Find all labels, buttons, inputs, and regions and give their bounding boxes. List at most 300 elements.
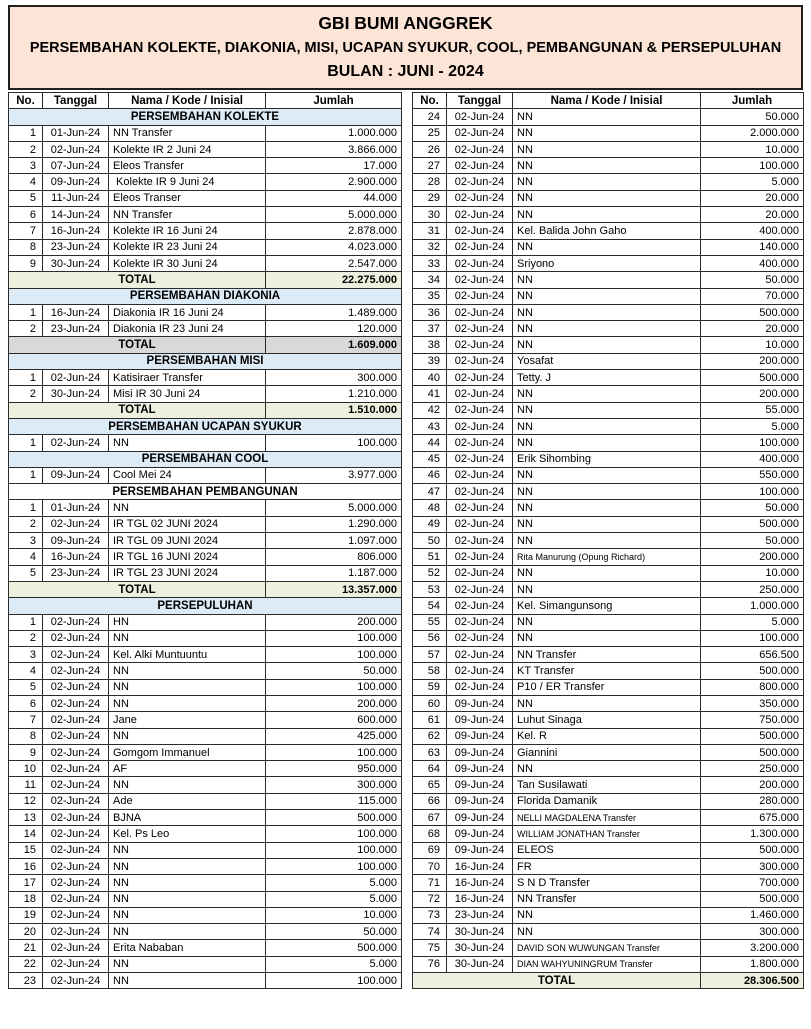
table-row [413,109,804,125]
cell-no: 58 [413,663,447,679]
cell-date: 02-Jun-24 [43,875,109,891]
cell-amount: 300.000 [266,777,402,793]
cell-amount: 1.460.000 [701,907,804,923]
cell-no: 66 [413,793,447,809]
cell-date: 02-Jun-24 [447,614,513,630]
cell-no: 13 [9,810,43,826]
cell-no: 1 [9,125,43,141]
table-row [413,777,804,793]
cell-name: NN [513,239,701,255]
total-amount: 13.357.000 [266,581,402,597]
cell-date: 02-Jun-24 [43,516,109,532]
report-period: BULAN : JUNI - 2024 [327,63,484,80]
table-row [413,190,804,206]
cell-amount: 10.000 [701,337,804,353]
table-row [9,777,402,793]
cell-no: 56 [413,630,447,646]
cell-name: NN [109,875,266,891]
cell-no: 15 [9,842,43,858]
cell-no: 55 [413,614,447,630]
table-row [9,891,402,907]
cell-name: NN Transfer [109,207,266,223]
table-row [9,370,402,386]
cell-amount: 4.023.000 [266,239,402,255]
cell-amount: 1.097.000 [266,533,402,549]
cell-no: 67 [413,810,447,826]
section-title: PERSEMBAHAN KOLEKTE [9,109,402,125]
cell-date: 02-Jun-24 [43,695,109,711]
table-row [413,353,804,369]
cell-amount: 100.000 [266,647,402,663]
cell-no: 6 [9,695,43,711]
cell-name: NN [513,158,701,174]
table-row [9,810,402,826]
cell-amount: 3.866.000 [266,141,402,157]
table-row [9,174,402,190]
cell-name: BJNA [109,810,266,826]
cell-no: 43 [413,418,447,434]
section-header-row [9,288,402,304]
table-row [413,695,804,711]
cell-date: 11-Jun-24 [43,190,109,206]
table-row [9,141,402,157]
cell-amount: 44.000 [266,190,402,206]
cell-name: NN [513,207,701,223]
table-row [9,321,402,337]
cell-name: KT Transfer [513,663,701,679]
cell-no: 72 [413,891,447,907]
table-row [9,386,402,402]
table-row [9,500,402,516]
cell-name: NN [513,907,701,923]
table-row [413,598,804,614]
cell-amount: 500.000 [701,891,804,907]
section-header-row [9,598,402,614]
cell-amount: 5.000 [701,614,804,630]
table-row [413,386,804,402]
total-label: TOTAL [9,337,266,353]
cell-date: 09-Jun-24 [43,174,109,190]
cell-amount: 800.000 [701,679,804,695]
cell-no: 6 [9,207,43,223]
cell-name: NN [109,891,266,907]
cell-no: 5 [9,679,43,695]
cell-amount: 100.000 [701,158,804,174]
section-header-row [9,109,402,125]
cell-amount: 100.000 [701,630,804,646]
cell-name: NN [513,516,701,532]
cell-name: Giannini [513,744,701,760]
cell-name: AF [109,761,266,777]
cell-name: NN [109,777,266,793]
cell-no: 70 [413,858,447,874]
cell-no: 21 [9,940,43,956]
cell-name: NN [513,288,701,304]
table-row [413,647,804,663]
cell-date: 02-Jun-24 [447,207,513,223]
cell-name: DAVID SON WUWUNGAN Transfer [513,940,701,956]
cell-no: 8 [9,728,43,744]
table-row [413,565,804,581]
offerings-table-left [8,92,402,989]
column-header: Nama / Kode / Inisial [513,93,701,109]
cell-amount: 2.547.000 [266,255,402,271]
cell-date: 02-Jun-24 [447,174,513,190]
cell-no: 28 [413,174,447,190]
section-header-row [9,484,402,500]
table-row [9,728,402,744]
column-header: Tanggal [447,93,513,109]
cell-amount: 550.000 [701,467,804,483]
cell-date: 09-Jun-24 [43,467,109,483]
table-row [413,500,804,516]
cell-name: NN [513,761,701,777]
cell-no: 4 [9,663,43,679]
table-row [9,940,402,956]
cell-no: 23 [9,973,43,989]
cell-name: IR TGL 16 JUNI 2024 [109,549,266,565]
cell-no: 45 [413,451,447,467]
offering-report [8,5,803,989]
table-row [413,174,804,190]
cell-no: 34 [413,272,447,288]
section-title: PERSEMBAHAN MISI [9,353,402,369]
cell-name: NN [109,679,266,695]
cell-no: 2 [9,321,43,337]
cell-no: 5 [9,565,43,581]
cell-date: 02-Jun-24 [447,386,513,402]
cell-name: NN [513,484,701,500]
cell-amount: 50.000 [701,272,804,288]
cell-date: 30-Jun-24 [447,940,513,956]
cell-name: NN [513,418,701,434]
table-row [413,891,804,907]
cell-no: 10 [9,761,43,777]
table-row [413,223,804,239]
column-header-row [413,93,804,109]
cell-amount: 100.000 [266,679,402,695]
cell-name: Erik Sihombing [513,451,701,467]
cell-amount: 200.000 [266,614,402,630]
cell-date: 02-Jun-24 [447,516,513,532]
cell-name: Luhut Sinaga [513,712,701,728]
cell-amount: 280.000 [701,793,804,809]
cell-amount: 500.000 [701,516,804,532]
cell-name: Eleos Transfer [109,158,266,174]
cell-amount: 100.000 [266,744,402,760]
cell-name: Kel. Alki Muntuuntu [109,647,266,663]
cell-no: 73 [413,907,447,923]
cell-date: 02-Jun-24 [447,647,513,663]
cell-date: 02-Jun-24 [43,679,109,695]
cell-name: Rita Manurung (Opung Richard) [513,549,701,565]
cell-date: 01-Jun-24 [43,125,109,141]
cell-no: 38 [413,337,447,353]
column-header: No. [9,93,43,109]
cell-name: NN [109,956,266,972]
cell-amount: 500.000 [701,728,804,744]
cell-no: 62 [413,728,447,744]
cell-name: WILLIAM JONATHAN Transfer [513,826,701,842]
table-row [9,826,402,842]
table-row [413,451,804,467]
cell-name: NN [513,337,701,353]
cell-amount: 17.000 [266,158,402,174]
cell-date: 23-Jun-24 [43,321,109,337]
cell-amount: 5.000 [266,875,402,891]
cell-no: 40 [413,370,447,386]
cell-amount: 425.000 [266,728,402,744]
cell-name: Kel. Balida John Gaho [513,223,701,239]
total-amount: 22.275.000 [266,272,402,288]
cell-no: 52 [413,565,447,581]
cell-name: NN [109,924,266,940]
total-label: TOTAL [9,402,266,418]
cell-amount: 50.000 [701,109,804,125]
cell-name: DIAN WAHYUNINGRUM Transfer [513,956,701,972]
cell-date: 09-Jun-24 [447,793,513,809]
table-row [413,826,804,842]
cell-name: NN [513,533,701,549]
cell-no: 59 [413,679,447,695]
cell-no: 46 [413,467,447,483]
cell-date: 02-Jun-24 [43,858,109,874]
cell-no: 31 [413,223,447,239]
cell-no: 54 [413,598,447,614]
cell-date: 09-Jun-24 [447,712,513,728]
cell-date: 16-Jun-24 [447,858,513,874]
cell-date: 02-Jun-24 [43,728,109,744]
table-row [413,288,804,304]
cell-amount: 700.000 [701,875,804,891]
table-row [9,304,402,320]
cell-amount: 20.000 [701,321,804,337]
cell-no: 69 [413,842,447,858]
cell-date: 02-Jun-24 [43,793,109,809]
section-header-row [9,451,402,467]
church-name: GBI BUMI ANGGREK [318,13,493,33]
cell-no: 2 [9,630,43,646]
total-amount: 1.510.000 [266,402,402,418]
table-row [413,207,804,223]
table-row [413,793,804,809]
cell-amount: 1.187.000 [266,565,402,581]
cell-amount: 200.000 [701,549,804,565]
cell-date: 02-Jun-24 [447,190,513,206]
cell-date: 02-Jun-24 [447,435,513,451]
cell-no: 33 [413,255,447,271]
cell-name: Eleos Transer [109,190,266,206]
column-header: Nama / Kode / Inisial [109,93,266,109]
cell-name: HN [109,614,266,630]
cell-amount: 806.000 [266,549,402,565]
cell-date: 02-Jun-24 [43,744,109,760]
cell-name: NN Transfer [109,125,266,141]
cell-date: 02-Jun-24 [447,467,513,483]
cell-no: 53 [413,581,447,597]
table-row [413,402,804,418]
cell-date: 02-Jun-24 [447,549,513,565]
cell-date: 30-Jun-24 [447,956,513,972]
cell-date: 23-Jun-24 [43,239,109,255]
cell-date: 02-Jun-24 [43,141,109,157]
cell-date: 09-Jun-24 [447,810,513,826]
cell-amount: 140.000 [701,239,804,255]
cell-amount: 50.000 [701,500,804,516]
cell-date: 16-Jun-24 [447,891,513,907]
table-row [9,565,402,581]
table-row [413,484,804,500]
cell-no: 9 [9,744,43,760]
cell-date: 16-Jun-24 [43,223,109,239]
cell-date: 16-Jun-24 [43,304,109,320]
cell-date: 02-Jun-24 [43,907,109,923]
cell-date: 09-Jun-24 [447,728,513,744]
total-amount: 1.609.000 [266,337,402,353]
table-row [413,581,804,597]
cell-name: NN [109,728,266,744]
cell-name: NN [109,695,266,711]
cell-name: NN [513,581,701,597]
table-row [413,744,804,760]
cell-date: 09-Jun-24 [447,761,513,777]
table-row [413,924,804,940]
cell-amount: 100.000 [701,484,804,500]
cell-date: 02-Jun-24 [43,614,109,630]
cell-no: 71 [413,875,447,891]
cell-amount: 100.000 [266,435,402,451]
cell-date: 02-Jun-24 [43,630,109,646]
table-row [9,516,402,532]
table-row [413,940,804,956]
table-row [9,744,402,760]
cell-name: NN [109,907,266,923]
cell-no: 3 [9,158,43,174]
cell-date: 02-Jun-24 [447,321,513,337]
cell-name: ELEOS [513,842,701,858]
cell-date: 02-Jun-24 [43,761,109,777]
cell-name: Kolekte IR 23 Juni 24 [109,239,266,255]
total-label: TOTAL [413,973,701,989]
table-row [413,842,804,858]
table-row [9,924,402,940]
total-row [9,402,402,418]
cell-date: 30-Jun-24 [43,386,109,402]
cell-date: 02-Jun-24 [447,663,513,679]
cell-name: Diakonia IR 16 Juni 24 [109,304,266,320]
cell-no: 12 [9,793,43,809]
cell-name: NN [513,924,701,940]
cell-name: IR TGL 23 JUNI 2024 [109,565,266,581]
table-row [9,549,402,565]
cell-amount: 20.000 [701,207,804,223]
section-title: PERSEMBAHAN PEMBANGUNAN [9,484,402,500]
table-row [413,728,804,744]
cell-date: 02-Jun-24 [43,891,109,907]
cell-date: 02-Jun-24 [447,581,513,597]
table-row [413,467,804,483]
table-row [413,141,804,157]
cell-amount: 600.000 [266,712,402,728]
table-row [413,418,804,434]
cell-name: NN [109,973,266,989]
cell-name: NN [513,321,701,337]
table-row [413,761,804,777]
table-row [413,533,804,549]
cell-name: IR TGL 09 JUNI 2024 [109,533,266,549]
cell-name: NELLI MAGDALENA Transfer [513,810,701,826]
cell-name: Sriyono [513,255,701,271]
cell-amount: 5.000 [266,891,402,907]
table-row [9,647,402,663]
cell-no: 25 [413,125,447,141]
cell-name: Gomgom Immanuel [109,744,266,760]
section-title: PERSEMBAHAN DIAKONIA [9,288,402,304]
cell-name: Katisiraer Transfer [109,370,266,386]
cell-date: 02-Jun-24 [447,223,513,239]
cell-date: 02-Jun-24 [43,435,109,451]
cell-amount: 300.000 [701,858,804,874]
cell-amount: 400.000 [701,255,804,271]
cell-no: 24 [413,109,447,125]
cell-no: 76 [413,956,447,972]
cell-date: 02-Jun-24 [43,810,109,826]
cell-name: S N D Transfer [513,875,701,891]
cell-no: 2 [9,516,43,532]
total-amount: 28.306.500 [701,973,804,989]
cell-no: 17 [9,875,43,891]
cell-amount: 675.000 [701,810,804,826]
cell-no: 4 [9,174,43,190]
cell-name: NN [109,842,266,858]
cell-amount: 50.000 [701,533,804,549]
column-header: Jumlah [701,93,804,109]
cell-amount: 3.200.000 [701,940,804,956]
cell-name: Misi IR 30 Juni 24 [109,386,266,402]
cell-no: 3 [9,533,43,549]
cell-date: 02-Jun-24 [447,500,513,516]
cell-date: 02-Jun-24 [447,370,513,386]
cell-no: 49 [413,516,447,532]
cell-date: 02-Jun-24 [447,598,513,614]
table-row [9,190,402,206]
cell-amount: 115.000 [266,793,402,809]
cell-no: 74 [413,924,447,940]
cell-name: Jane [109,712,266,728]
cell-date: 02-Jun-24 [43,647,109,663]
cell-date: 07-Jun-24 [43,158,109,174]
cell-date: 02-Jun-24 [43,826,109,842]
cell-name: NN [513,565,701,581]
total-label: TOTAL [9,581,266,597]
cell-name: NN [513,109,701,125]
cell-no: 41 [413,386,447,402]
cell-date: 02-Jun-24 [447,337,513,353]
cell-amount: 1.290.000 [266,516,402,532]
cell-date: 02-Jun-24 [447,239,513,255]
cell-no: 35 [413,288,447,304]
cell-amount: 500.000 [701,842,804,858]
cell-name: Kel. R [513,728,701,744]
table-row [9,255,402,271]
cell-no: 1 [9,370,43,386]
table-row [9,223,402,239]
offerings-table-right [412,92,804,989]
cell-name: FR [513,858,701,874]
cell-name: Kolekte IR 16 Juni 24 [109,223,266,239]
cell-no: 65 [413,777,447,793]
cell-amount: 120.000 [266,321,402,337]
